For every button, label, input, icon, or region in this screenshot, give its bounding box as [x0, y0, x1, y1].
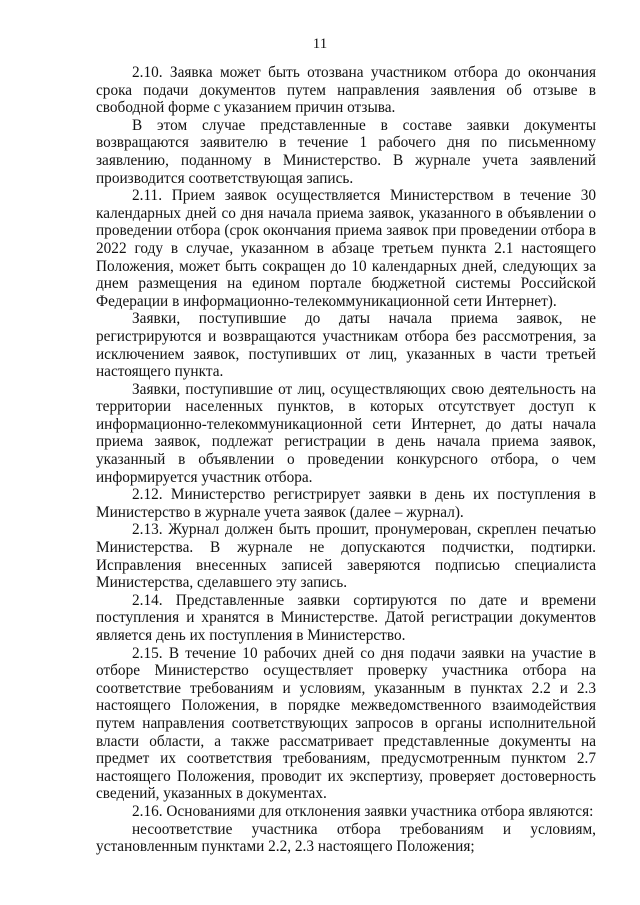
paragraph-2-16: 2.16. Основаниями для отклонения заявки участника отбора являются:	[132, 802, 594, 820]
paragraph-2-11: 2.11. Прием заявок осуществляется Министерством в течение 30 календарных дней со дня начала приема заявок, указанного в объявлении о проведении отбора (срок окончания приема заявок при проведении отбора в 2022 году в случае, указанном в абзаце третьем пункта 2.1 настоящего Положения, может быть сокращен до 10 календарных дней, следующих за днем размещения на едином портале бюджетной системы Российской Федерации в информационно-телекоммуникационной сети Интернет).	[96, 187, 596, 310]
paragraph-2-11-no-internet: Заявки, поступившие от лиц, осуществляющих свою деятельность на территории населенных пунктов, в которых отсутствует доступ к информационно-телекоммуникационной сети Интернет, до даты начала приема заявок, подлежат регистрации в день начала приема заявок, указанный в объявлении о проведении конкурсного отбора, о чем информируется участник отбора.	[96, 380, 596, 486]
document-body	[96, 64, 596, 856]
paragraph-2-11-early: Заявки, поступившие до даты начала приема заявок, не регистрируются и возвращаются участникам отбора без рассмотрения, за исключением заявок, поступивших от лиц, указанных в части третьей настоящего пункта.	[96, 310, 596, 381]
paragraph-2-10: 2.10. Заявка может быть отозвана участником отбора до окончания срока подачи документов путем направления заявления об отзыве в свободной форме с указанием причин отзыва.	[96, 64, 596, 117]
paragraph-2-12: 2.12. Министерство регистрирует заявки в день их поступления в Министерство в журнале учета заявок (далее – журнал).	[96, 486, 596, 521]
page-number: 11	[312, 36, 328, 52]
paragraph-2-16-item-1: несоответствие участника отбора требованиям и условиям, установленным пунктами 2.2, 2.3 настоящего Положения;	[96, 820, 596, 856]
paragraph-2-13: 2.13. Журнал должен быть прошит, пронумерован, скреплен печатью Министерства. В журнале не допускаются подчистки, подтирки. Исправления внесенных записей заверяются подписью специалиста Министерства, сделавшего эту запись.	[96, 521, 596, 592]
paragraph-2-10-return: В этом случае представленные в составе заявки документы возвращаются заявителю в течение 1 рабочего дня по письменному заявлению, поданному в Министерство. В журнале учета заявлений производится соответствующая запись.	[96, 116, 596, 187]
paragraph-2-14: 2.14. Представленные заявки сортируются по дате и времени поступления и хранятся в Министерстве. Датой регистрации документов является день их поступления в Министерство.	[96, 591, 596, 644]
paragraph-2-15: 2.15. В течение 10 рабочих дней со дня подачи заявки на участие в отборе Министерство осуществляет проверку участника отбора на соответствие требованиям и условиям, указанным в пунктах 2.2 и 2.3 настоящего Положения, в порядке межведомственного взаимодействия путем направления соответствующих запросов в органы исполнительной власти области, а также рассматривает представленные документы на предмет их соответствия требованиям, предусмотренным пунктом 2.7 настоящего Положения, проводит их экспертизу, проверяет достоверность сведений, указанных в документах.	[96, 644, 596, 803]
